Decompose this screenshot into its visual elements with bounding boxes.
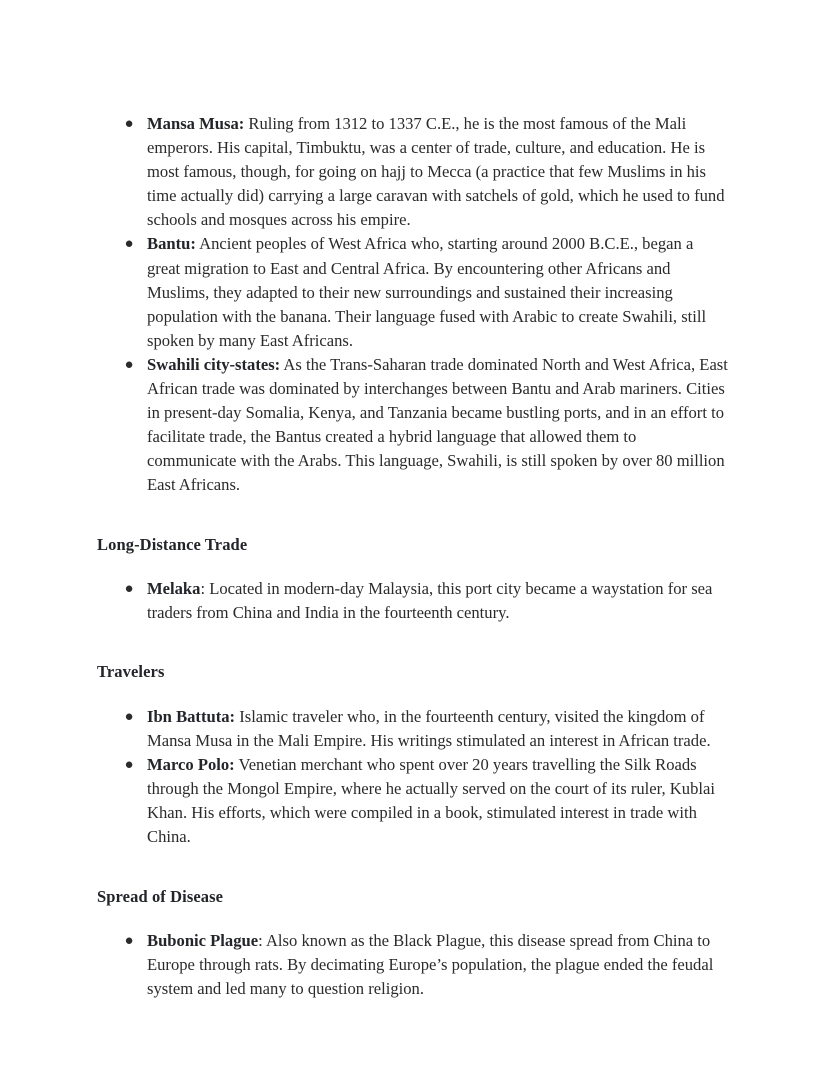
list-item-term: Ibn Battuta: [147,706,236,726]
bullet-icon: ● [124,116,134,132]
section-bullet-list-long-distance-trade [97,577,729,625]
section-spacer [97,625,729,662]
bullet-icon: ● [124,236,134,253]
list-item-text: : Located in modern-day Malaysia, this port city became a waystation for sea traders from China and India in the fourteenth century. [147,579,713,623]
bullet-icon: ● [124,708,134,725]
list-item-text: Islamic traveler who, in the fourteenth century, visited the kingdom of Mansa Musa in the Mali Empire. His writings stimulated an interest in African trade. [147,706,711,751]
list-item-text: Venetian merchant who spent over 20 years travelling the Silk Roads through the Mongol Empire, where he actually served on the court of its ruler, Kublai Khan. His efforts, which were compiled in a book, stimulated interest in trade with China. [147,755,715,847]
list-item [97,577,729,625]
bullet-icon: ● [124,933,134,950]
list-item-text: Ruling from 1312 to 1337 C.E., he is the most famous of the Mali emperors. His capital, Timbuktu, was a center of trade, culture, and education. He is most famous, though, for going on hajj to Mecca (a practice that few Muslims in his time actually did) carrying a large caravan with satchels of gold, which he used to fund schools and mosques across his empire. [147,114,725,230]
list-item [97,753,729,849]
bullet-icon: ● [124,757,134,774]
section-heading-spread-of-disease: Spread of Disease [97,886,224,906]
list-item-term: Mansa Musa: [147,114,245,133]
list-item [97,705,729,753]
section-heading-long-distance-trade: Long-Distance Trade [97,534,248,554]
section-spacer [97,683,729,705]
section-bullet-list-spread-of-disease [97,929,729,1001]
list-item-text: Ancient peoples of West Africa who, starting around 2000 B.C.E., began a great migration to East and Central Africa. By encountering other Africans and Muslims, they adapted to their new surroundings and sustained their increasing population with the banana. Their language fused with Arabic to create Swahili, still spoken by many East Africans. [147,234,707,350]
list-item-term: Marco Polo: [147,755,235,775]
bullet-icon: ● [124,581,134,598]
section-spacer [97,850,729,887]
section-spacer [97,498,729,535]
section-bullet-list-travelers [97,705,729,850]
list-item [97,929,729,1001]
list-item-term: Bantu: [147,234,196,254]
list-item-text: As the Trans-Saharan trade dominated North and West Africa, East African trade was dominated by interchanges between Bantu and Arab mariners. Cities in present-day Somalia, Kenya, and Tanzania became bustling ports, and in an effort to facilitate trade, the Bantus created a hybrid language that allowed them to communicate with the Arabs. This language, Swahili, is still spoken by over 80 million East Africans. [147,354,728,495]
list-item-term: Swahili city-states: [147,354,281,374]
section-heading-travelers: Travelers [97,662,165,682]
list-item [97,112,729,232]
document-content [97,112,729,1001]
bullet-icon: ● [124,356,134,373]
list-item-term: Bubonic Plague [147,931,259,951]
section-spacer [97,555,729,577]
list-item-text: : Also known as the Black Plague, this disease spread from China to Europe through rats. By decimating Europe’s population, the plague ended the feudal system and led many to question religion. [147,931,714,999]
section-spacer [97,907,729,929]
list-item [97,353,729,498]
list-item [97,232,729,352]
main-bullet-list [97,112,729,498]
list-item-term: Melaka [147,579,201,599]
